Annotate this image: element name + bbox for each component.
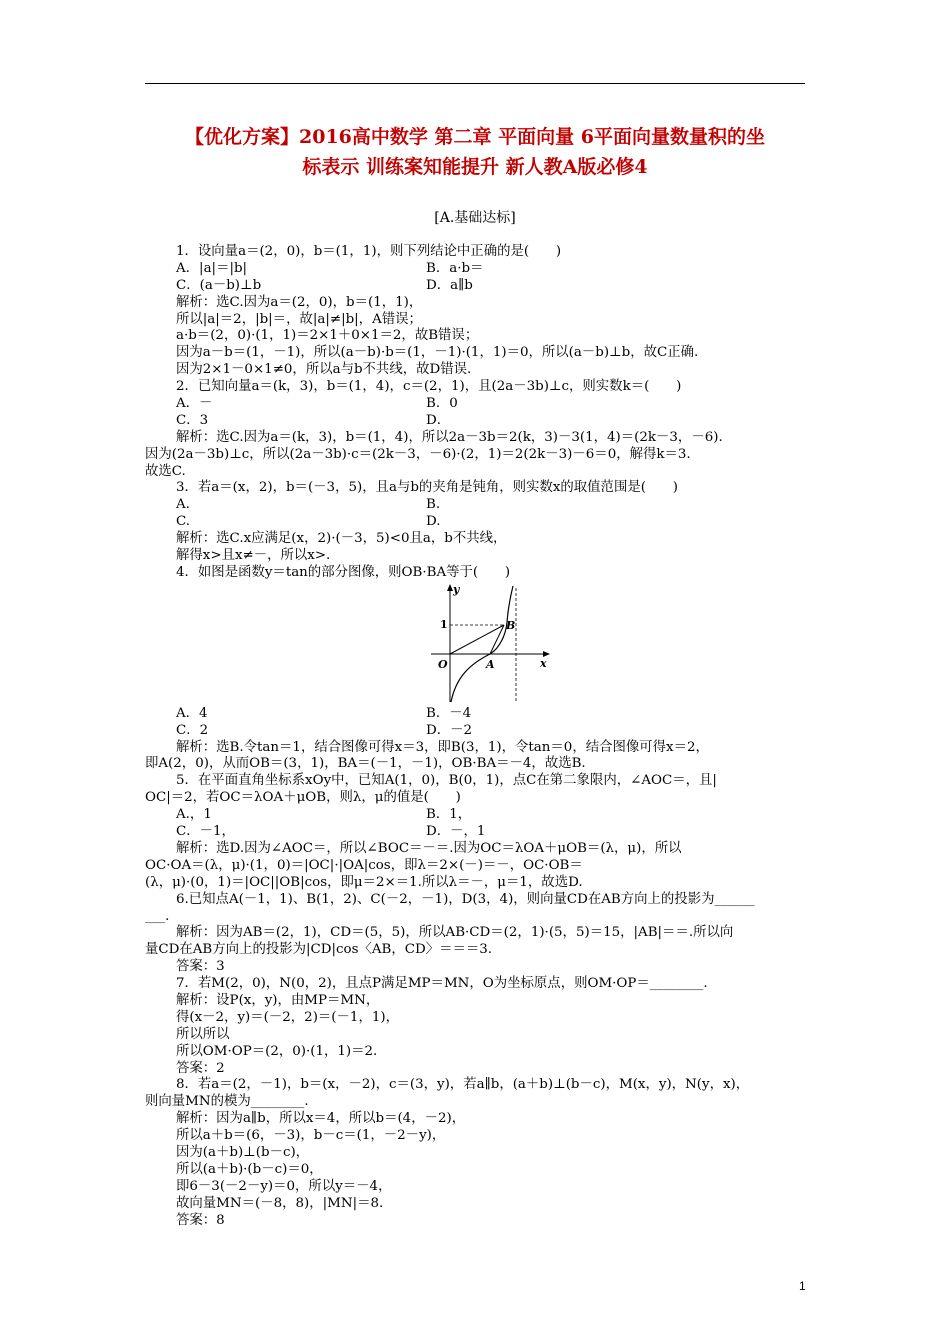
option-row [145,497,810,514]
option-text: D．a∥b [426,277,473,293]
option-row [145,807,810,824]
option-text: C．3 [176,412,209,428]
text-line: 即6－3(－2－y)＝0，所以y＝－4， [176,1178,392,1194]
text-line: 7．若M(2，0)，N(0，2)，且点P满足MP＝MN，O为坐标原点，则OM·OP＝________. [176,976,708,992]
option-row [145,261,810,278]
option-text: C. [176,514,191,530]
option-row [145,824,810,841]
text-line: 答案：2 [176,1060,225,1076]
text-line: 则向量MN的模为________. [145,1094,309,1110]
option-text: D． [426,412,451,428]
text-line: 2．已知向量a＝(k，3)，b＝(1，4)，c＝(2，1)，且(2a－3b)⊥c，则实数k＝( ) [176,379,682,395]
option-text: C．(a－b)⊥b [176,277,262,293]
text-line: OC·OA＝(λ，μ)·(1，0)＝|OC|·|OA|cos，即λ＝2×(－)＝－，OC·OB＝ [145,857,583,873]
option-row [145,396,810,413]
text-line: 4．如图是函数y＝tan的部分图像，则OB·BA等于( ) [176,564,511,580]
option-text: C．－1， [176,824,235,840]
text-line: ___. [145,908,170,924]
text-line: OC|＝2，若OC＝λOA＋μOB，则λ，μ的值是( ) [145,790,461,806]
option-text: B．a·b＝ [426,260,484,276]
text-line: (λ，μ)·(0，1)＝|OC||OB|cos，即μ＝2×＝1.所以λ＝－，μ＝1，故选D. [145,874,583,890]
x-axis-label: x [540,656,547,670]
text-line: 6.已知点A(－1，1)、B(1，2)、C(－2，－1)，D(3，4)，则向量CD在AB方向上的投影为______ [176,891,755,907]
header-rule [145,83,805,84]
option-row [145,723,810,740]
text-line: 故向量MN＝(－8，8)，|MN|＝8. [176,1195,384,1211]
text-line: 即A(2，0)，从而OB＝(3，1)，BA＝(－1，－1)，OB·BA＝－4，故选B. [145,756,586,772]
option-row [145,514,810,531]
y-axis-label: y [453,582,460,596]
page-number: 1 [799,1279,806,1293]
text-line: 3．若a＝(x，2)，b＝(－3，5)，且a与b的夹角是钝角，则实数x的取值范围是( ) [176,480,678,496]
section-heading: [A.基础达标] [434,210,516,226]
text-line: 解析：选C.因为a＝(2，0)，b＝(1，1)， [176,294,423,310]
text-line: 所以(a＋b)·(b－c)＝0， [176,1161,323,1177]
title-line-2: 标表示 训练案知能提升 新人教A版必修4 [302,156,648,178]
document-body [145,244,810,1229]
text-line: 因为(a＋b)⊥(b－c)， [176,1144,310,1160]
option-text: A．－ [176,396,213,412]
option-row [145,706,810,723]
option-text: A．4 [176,705,208,721]
text-line: 解析：选C.因为a＝(k，3)，b＝(1，4)，所以2a－3b＝2(k，3)－3(1，4)＝(2k－3，－6). [176,429,723,445]
tan-curve [451,586,516,702]
text-line: 所以所以 [176,1026,230,1042]
text-line: 答案：8 [176,1212,225,1228]
document-title [145,122,805,182]
option-text: D. [426,514,441,530]
text-line: 所以a＋b＝(6，－3)，b－c＝(1，－2－y)， [176,1128,446,1144]
text-line: 因为(2a－3b)⊥c，所以(2a－3b)·c＝(2k－3，－6)·(2，1)＝2(2k－3)－6＝0，解得k＝3. [145,446,691,462]
option-text: C．2 [176,722,209,738]
text-line: 8．若a＝(2，－1)，b＝(x，－2)，c＝(3，y)，若a∥b，(a＋b)⊥(b－c)，M(x，y)，N(y，x)， [176,1077,750,1093]
text-line: 因为2×1－0×1≠0，所以a与b不共线，故D错误. [176,362,472,378]
text-line: 解析：因为AB＝(2，1)，CD＝(5，5)，所以AB·CD＝(2，1)·(5，5)＝15，|AB|＝＝.所以向 [176,925,734,941]
text-line: 5．在平面直角坐标系xOy中，已知A(1，0)，B(0，1)，点C在第二象限内，∠AOC＝，且| [176,773,717,789]
option-text: D．－，1 [426,824,486,840]
text-line: 所以OM·OP＝(2，0)·(1，1)＝2. [176,1043,378,1059]
option-text: B. [426,497,441,513]
text-line: 得(x－2，y)＝(－2，2)＝(－1，1)， [176,1009,399,1025]
option-row [145,413,810,430]
text-line: 解析：选D.因为∠AOC＝，所以∠BOC＝－＝.因为OC＝λOA＋μOB＝(λ，μ)，所以 [176,840,682,856]
text-line: 解析：设P(x，y)，由MP＝MN， [176,992,380,1008]
text-line: 故选C. [145,463,186,479]
text-line: 解析：选B.令tan＝1，结合图像可得x＝3，即B(3，1)，令tan＝0，结合图像可得x＝2， [176,739,709,755]
tan-graph-svg [426,582,556,706]
option-text: A.，1 [176,807,212,823]
origin-label: O [438,657,448,671]
tan-graph-figure [145,582,810,706]
text-line: 量CD在AB方向上的投影为|CD|cos〈AB，CD〉＝＝＝3. [145,942,493,958]
text-line: 1．设向量a＝(2，0)，b＝(1，1)，则下列结论中正确的是( ) [176,244,562,259]
tick-one-label: 1 [440,617,448,631]
option-text: B．1， [426,807,472,823]
text-line: 解析：因为a∥b，所以x＝4，所以b＝(4，－2)， [176,1111,466,1127]
option-row [145,278,810,295]
text-line: 解析：选C.x应满足(x，2)·(－3，5)<0且a，b不共线， [176,531,507,547]
option-text: A. [176,497,190,513]
option-text: B．－4 [426,705,472,721]
option-text: B．0 [426,396,458,412]
title-line-1: 【优化方案】2016高中数学 第二章 平面向量 6平面向量数量积的坐 [185,126,765,148]
text-line: 答案：3 [176,959,225,975]
option-text: D．－2 [426,722,473,738]
text-line: 因为a－b＝(1，－1)，所以(a－b)·b＝(1，－1)·(1，1)＝0，所以(a－b)⊥b，故C正确. [176,345,699,361]
point-a-label: A [486,657,495,671]
text-line: 解得x>且x≠－，所以x>. [176,548,331,564]
text-line: 所以|a|＝2，|b|＝，故|a|≠|b|，A错误； [176,311,422,327]
option-text: A．|a|＝|b| [176,260,248,276]
point-b-label: B [506,618,516,632]
text-line: a·b＝(2，0)·(1，1)＝2×1＋0×1＝2，故B错误； [176,328,479,344]
